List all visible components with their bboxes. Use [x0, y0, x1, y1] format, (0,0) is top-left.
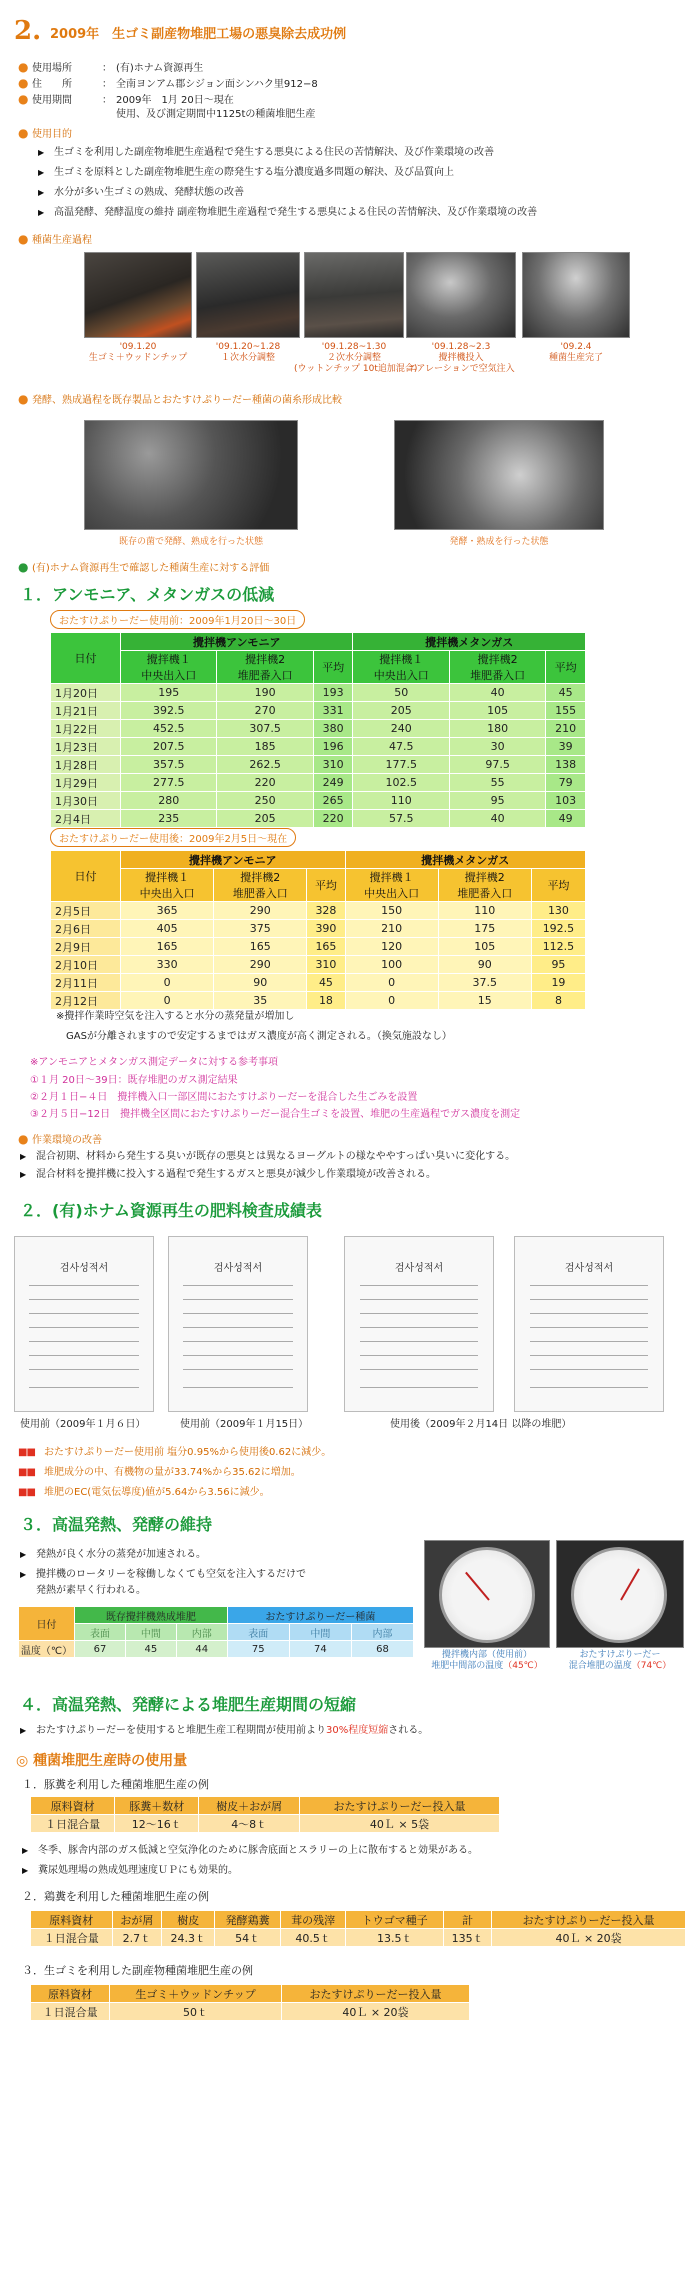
report-document: 검사성적서	[514, 1236, 664, 1412]
value-cell: 249	[313, 774, 353, 792]
report-document: 검사성적서	[344, 1236, 494, 1412]
value-cell: 155	[546, 702, 586, 720]
value-cell: 235	[121, 810, 217, 828]
section1-title: １．アンモニア、メタンガスの低減	[20, 585, 275, 604]
date-cell: 2月6日	[51, 920, 121, 938]
table-row	[51, 902, 586, 920]
compare-caption-left: 既存の菌で発酵、熟成を行った状態	[118, 537, 263, 547]
info-row: ● 使用場所 ： (有)ホナム資源再生	[18, 60, 204, 74]
process-photo	[522, 252, 630, 338]
triangle-icon: ▶	[38, 188, 45, 197]
triangle-icon: ▶	[20, 1152, 27, 1161]
value-cell: 405	[121, 920, 214, 938]
value-cell: 165	[121, 938, 214, 956]
value-cell: 102.5	[353, 774, 449, 792]
env-item: ▶ 混合初期、材料から発生する臭いが既存の悪臭とは異なるヨーグルトの様なややすっぱい臭いに変化する。	[20, 1151, 516, 1162]
value-cell: 357.5	[121, 756, 217, 774]
page-title	[14, 16, 534, 46]
date-cell: 1月20日	[51, 684, 121, 702]
value-cell: 55	[449, 774, 545, 792]
value-cell: 280	[121, 792, 217, 810]
ref-item: ③２月５日−12日 攪拌機全区間におたすけぷりーだー混合生ゴミを設置、堆肥の生産過程でガス濃度を測定	[30, 1109, 521, 1120]
value-cell: 180	[449, 720, 545, 738]
value-cell: 110	[353, 792, 449, 810]
triangle-icon: ▶	[20, 1726, 27, 1735]
value-cell: 196	[313, 738, 353, 756]
info-row: ● 住 所 ： 全南ヨンアム郡シジョン面シンハク里912−8	[18, 76, 318, 90]
value-cell: 265	[313, 792, 353, 810]
value-cell: 270	[217, 702, 313, 720]
value-cell: 47.5	[353, 738, 449, 756]
value-cell: 49	[546, 810, 586, 828]
compare-heading: ● 発酵、熟成過程を既存製品とおたすけぷりーだー種菌の菌糸形成比較	[18, 392, 342, 406]
bullet-icon: ●	[18, 60, 29, 74]
process-photo	[196, 252, 300, 338]
ex1-title: １．豚糞を利用した種菌堆肥生産の例	[22, 1778, 209, 1791]
value-cell: 79	[546, 774, 586, 792]
date-cell: 2月9日	[51, 938, 121, 956]
photo-caption: '09.1.28~1.30 ２次水分調整 (ウットンチップ 10t追加混合)	[294, 342, 418, 374]
value-cell: 19	[531, 974, 585, 992]
table-row	[51, 702, 586, 720]
value-cell: 390	[307, 920, 345, 938]
table-row	[51, 756, 586, 774]
info-block	[18, 60, 518, 122]
ex1-note: ▶ 糞尿処理場の熟成処理速度ＵＰにも効果的。	[22, 1865, 238, 1876]
result-item: ■■ 堆肥成分の中、有機物の量が33.74%から35.62に増加。	[18, 1467, 301, 1478]
triangle-icon: ▶	[38, 148, 45, 157]
value-cell: 105	[438, 938, 531, 956]
gauge-caption: 攪拌機内部（使用前） 堆肥中間部の温度（45℃）	[431, 1650, 543, 1671]
value-cell: 120	[345, 938, 438, 956]
table-row	[51, 920, 586, 938]
value-cell: 210	[546, 720, 586, 738]
thermometer-icon	[571, 1547, 667, 1643]
purpose-heading: 使用目的	[32, 129, 72, 140]
date-cell: 1月21日	[51, 702, 121, 720]
value-cell: 112.5	[531, 938, 585, 956]
value-cell: 0	[121, 974, 214, 992]
value-cell: 45	[307, 974, 345, 992]
value-cell: 18	[307, 992, 345, 1010]
value-cell: 190	[217, 684, 313, 702]
value-cell: 331	[313, 702, 353, 720]
purpose-item: ▶ 生ゴミを原料とした副産物堆肥生産の際発生する塩分濃度過多問題の解決、及び品質向上	[38, 167, 454, 178]
table-row	[51, 992, 586, 1010]
compare-photo-right	[394, 420, 604, 530]
section2-title: ２．(有)ホナム資源再生の肥料検査成績表	[20, 1201, 322, 1220]
title-number: 2.	[14, 16, 42, 46]
bullet-icon: ●	[18, 232, 29, 246]
info-row: 使用、及び測定期間中1125tの種菌堆肥生産	[116, 109, 316, 120]
compare-caption-right: 発酵・熟成を行った状態	[449, 537, 549, 547]
value-cell: 330	[121, 956, 214, 974]
value-cell: 50	[353, 684, 449, 702]
date-cell: 1月23日	[51, 738, 121, 756]
date-cell: 2月10日	[51, 956, 121, 974]
ex1-table: 原料資材 豚糞＋数材 樹皮＋おが屑 おたすけぷりーだー投入量 １日混合量 12〜16ｔ 4〜8ｔ 40Ｌ × 5袋	[30, 1796, 500, 1833]
value-cell: 138	[546, 756, 586, 774]
value-cell: 45	[546, 684, 586, 702]
table-row	[51, 720, 586, 738]
section3-title: ３．高温発熱、発酵の維持	[20, 1515, 213, 1534]
ex3-table: 原料資材 生ゴミ＋ウッドンチップ おたすけぷりーだー投入量 １日混合量 50ｔ 40Ｌ × 20袋	[30, 1984, 470, 2021]
s3-item: ▶ 発熱が良く水分の蒸発が加速される。	[20, 1549, 206, 1560]
value-cell: 392.5	[121, 702, 217, 720]
process-photo	[406, 252, 516, 338]
bullet-icon: ●	[18, 1132, 29, 1146]
purpose-item: ▶ 生ゴミを利用した副産物堆肥生産過程で発生する悪臭による住民の苦情解決、及び作業環境の改善	[38, 147, 494, 158]
env-item: ▶ 混合材料を攪拌機に投入する過程で発生するガスと悪臭が減少し作業環境が改善される。	[20, 1169, 436, 1180]
value-cell: 310	[307, 956, 345, 974]
report-document: 검사성적서	[14, 1236, 154, 1412]
doc-caption: 使用後（2009年２月14日 以降の堆肥）	[390, 1419, 572, 1430]
purpose-block	[18, 126, 688, 220]
value-cell: 192.5	[531, 920, 585, 938]
after-pill: おたすけぷりーだー使用後：2009年2月5日〜現在	[50, 828, 296, 847]
value-cell: 193	[313, 684, 353, 702]
value-cell: 240	[353, 720, 449, 738]
report-document: 검사성적서	[168, 1236, 308, 1412]
value-cell: 375	[214, 920, 307, 938]
result-item: ■■ 堆肥のEC(電気伝導度)値が5.64から3.56に減少。	[18, 1487, 270, 1498]
ref-item: ②２月１日−４日 攪拌機入口一部区間におたすけぷりーだーを混合した生ごみを設置	[30, 1092, 418, 1103]
value-cell: 39	[546, 738, 586, 756]
ex2-title: ２．鶏糞を利用した種菌堆肥生産の例	[22, 1890, 209, 1903]
triangle-icon: ▶	[20, 1550, 27, 1559]
value-cell: 365	[121, 902, 214, 920]
thermometer-icon	[439, 1547, 535, 1643]
photo-caption: '09.1.28~2.3 攪拌機投入 エアレーションで空気注入	[407, 342, 515, 374]
value-cell: 105	[449, 702, 545, 720]
table-row	[51, 738, 586, 756]
date-cell: 1月22日	[51, 720, 121, 738]
value-cell: 175	[438, 920, 531, 938]
table-row	[51, 938, 586, 956]
value-cell: 90	[214, 974, 307, 992]
photo-caption: '09.2.4 種菌生産完了	[548, 342, 603, 363]
process-heading: ● 種菌生産過程	[18, 232, 92, 246]
temperature-table: 日付 既存攪拌機熟成堆肥 おたすけぷりーだー種菌 表面 中間 内部 表面 中間 内部 温度（℃） 67 45 44 75 74 68	[18, 1606, 414, 1658]
value-cell: 207.5	[121, 738, 217, 756]
gauge-caption: おたすけぷりーだー 混合堆肥の温度（74℃）	[568, 1650, 672, 1671]
section4-title: ４．高温発熱、発酵による堆肥生産期間の短縮	[20, 1695, 357, 1714]
triangle-icon: ▶	[22, 1846, 29, 1855]
table-row	[51, 684, 586, 702]
usage-heading: ◎ 種菌堆肥生産時の使用量	[16, 1753, 188, 1769]
value-cell: 220	[313, 810, 353, 828]
value-cell: 130	[531, 902, 585, 920]
bullet-icon: ●	[18, 126, 29, 140]
info-row: ● 使用期間 ： 2009年 1月 20日〜現在	[18, 92, 234, 106]
thermometer-photo	[424, 1540, 550, 1648]
value-cell: 165	[214, 938, 307, 956]
value-cell: 15	[438, 992, 531, 1010]
value-cell: 95	[449, 792, 545, 810]
value-cell: 95	[531, 956, 585, 974]
value-cell: 290	[214, 956, 307, 974]
square-icon: ■■	[18, 1447, 35, 1458]
result-item: ■■ おたすけぷりーだー使用前 塩分0.95%から使用後0.62に減少。	[18, 1447, 332, 1458]
value-cell: 35	[214, 992, 307, 1010]
compare-photo-left	[84, 420, 298, 530]
thermometer-photo	[556, 1540, 684, 1648]
process-photo	[84, 252, 192, 338]
value-cell: 37.5	[438, 974, 531, 992]
bullet-icon: ●	[18, 392, 29, 406]
doc-caption: 使用前（2009年１月15日）	[180, 1419, 309, 1430]
value-cell: 262.5	[217, 756, 313, 774]
triangle-icon: ▶	[20, 1170, 27, 1179]
value-cell: 205	[353, 702, 449, 720]
purpose-item: ▶ 水分が多い生ゴミの熟成、発酵状態の改善	[38, 187, 244, 198]
value-cell: 210	[345, 920, 438, 938]
circle-icon: ◎	[16, 1753, 29, 1769]
ref-item: ①１月 20日〜39日：既存堆肥のガス測定結果	[30, 1075, 238, 1086]
square-icon: ■■	[18, 1487, 35, 1498]
photo-caption: '09.1.20~1.28 １次水分調整	[215, 342, 281, 363]
value-cell: 0	[345, 974, 438, 992]
value-cell: 90	[438, 956, 531, 974]
value-cell: 277.5	[121, 774, 217, 792]
table-row	[51, 810, 586, 828]
before-table: 日付 攪拌機アンモニア 攪拌機メタンガス 攪拌機１ 中央出入口 攪拌機2 堆肥番入口 平均 攪拌機１ 中央出入口 攪拌機2 堆肥番入口 平均 1月20日 195 190 193 50 40 45 1月21日 392.5 270 331 205 105 155 1月22日 452.5 307.5 380 240 180 210 1月23日 207.5 185 196 47.5 30 39 1月28日 357.5 262.5 310 177.5 97.5 138 1月29日 277.5 220 249 102.5 55 79 1月30日 280 250 265 110 95 103 2月4日 235 205 220 57.5 40 49	[50, 632, 586, 828]
value-cell: 307.5	[217, 720, 313, 738]
table-row	[51, 792, 586, 810]
date-cell: 2月5日	[51, 902, 121, 920]
purpose-item: ▶ 高温発酵、発酵温度の維持 副産物堆肥生産過程で発生する悪臭による住民の苦情解決、及び作業環境の改善	[38, 207, 538, 218]
before-pill: おたすけぷりーだー使用前：2009年1月20日〜30日	[50, 610, 305, 629]
value-cell: 103	[546, 792, 586, 810]
date-cell: 2月4日	[51, 810, 121, 828]
bullet-icon: ●	[18, 92, 29, 106]
value-cell: 110	[438, 902, 531, 920]
date-cell: 2月11日	[51, 974, 121, 992]
env-heading: ● 作業環境の改善	[18, 1132, 102, 1146]
value-cell: 328	[307, 902, 345, 920]
value-cell: 0	[345, 992, 438, 1010]
s4-line: ▶ おたすけぷりーだーを使用すると堆肥生産工程期間が使用前より30%程度短縮される。	[20, 1725, 429, 1736]
process-photo	[304, 252, 404, 338]
value-cell: 380	[313, 720, 353, 738]
bullet-icon: ●	[18, 560, 29, 574]
value-cell: 205	[217, 810, 313, 828]
date-cell: 1月30日	[51, 792, 121, 810]
photo-caption: '09.1.20 生ゴミ＋ウッドンチップ	[88, 342, 188, 363]
value-cell: 0	[121, 992, 214, 1010]
triangle-icon: ▶	[20, 1570, 27, 1579]
ref-heading: ※アンモニアとメタンガス測定データに対する参考事項	[30, 1057, 278, 1068]
value-cell: 452.5	[121, 720, 217, 738]
table-row	[51, 774, 586, 792]
after-table: 日付 攪拌機アンモニア 攪拌機メタンガス 攪拌機１ 中央出入口 攪拌機2 堆肥番入口 平均 攪拌機１ 中央出入口 攪拌機2 堆肥番入口 平均 2月5日 365 290 328 150 110 130 2月6日 405 375 390 210 175 192.5 2月9日 165 165 165 120 105 112.5 2月10日 330 290 310 100 90 95 2月11日 0 90 45 0 37.5 19 2月12日 0 35 18 0 15 8	[50, 850, 586, 1010]
value-cell: 8	[531, 992, 585, 1010]
title-text: 2009年 生ゴミ副産物堆肥工場の悪臭除去成功例	[50, 27, 347, 42]
note-line: GASが分離されますので安定するまではガス濃度が高く測定される。（換気施設なし）	[66, 1031, 452, 1042]
value-cell: 250	[217, 792, 313, 810]
s3-item: ▶ 攪拌機のロータリーを稼働しなくても空気を注入するだけで	[20, 1569, 306, 1580]
ex2-table: 原料資材 おが屑 樹皮 発酵鶏糞 茸の残滓 トウゴマ種子 計 おたすけぷりーだー投入量 １日混合量 2.7ｔ 24.3ｔ 54ｔ 40.5ｔ 13.5ｔ 135ｔ 40Ｌ × 20袋	[30, 1910, 686, 1947]
date-cell: 2月12日	[51, 992, 121, 1010]
value-cell: 40	[449, 810, 545, 828]
value-cell: 185	[217, 738, 313, 756]
note-line: ※攪拌作業時空気を注入すると水分の蒸発量が増加し	[56, 1011, 295, 1022]
value-cell: 97.5	[449, 756, 545, 774]
value-cell: 195	[121, 684, 217, 702]
value-cell: 220	[217, 774, 313, 792]
date-cell: 1月28日	[51, 756, 121, 774]
triangle-icon: ▶	[22, 1866, 29, 1875]
bullet-icon: ●	[18, 76, 29, 90]
date-cell: 1月29日	[51, 774, 121, 792]
value-cell: 177.5	[353, 756, 449, 774]
value-cell: 150	[345, 902, 438, 920]
value-cell: 40	[449, 684, 545, 702]
triangle-icon: ▶	[38, 208, 45, 217]
ex1-note: ▶ 冬季、豚舎内部のガス低減と空気浄化のために豚舎底面とスラリーの上に散布すると効果がある。	[22, 1845, 478, 1856]
value-cell: 310	[313, 756, 353, 774]
triangle-icon: ▶	[38, 168, 45, 177]
table-row	[51, 974, 586, 992]
value-cell: 290	[214, 902, 307, 920]
value-cell: 165	[307, 938, 345, 956]
doc-caption: 使用前（2009年１月６日）	[20, 1419, 146, 1430]
value-cell: 57.5	[353, 810, 449, 828]
square-icon: ■■	[18, 1467, 35, 1478]
evaluation-heading: ● (有)ホナム資源再生で確認した種菌生産に対する評価	[18, 560, 270, 574]
value-cell: 100	[345, 956, 438, 974]
s3-item: 発熱が素早く行われる。	[36, 1585, 146, 1596]
table-row	[51, 956, 586, 974]
ex3-title: ３．生ゴミを利用した副産物種菌堆肥生産の例	[22, 1964, 253, 1977]
value-cell: 30	[449, 738, 545, 756]
